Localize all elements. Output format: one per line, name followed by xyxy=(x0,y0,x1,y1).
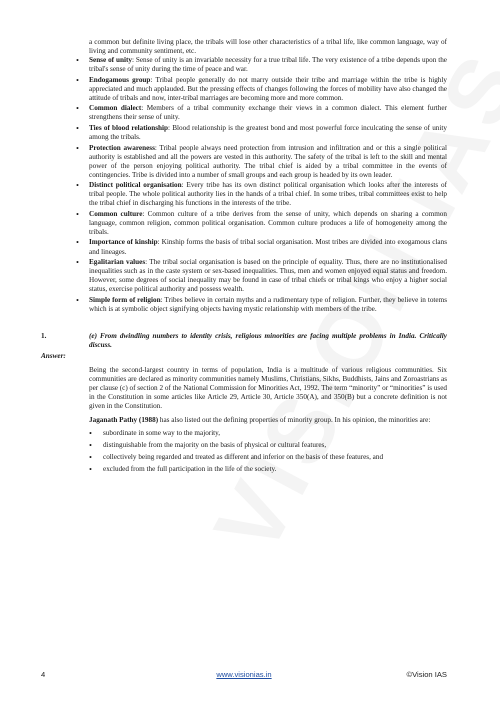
list-item xyxy=(89,76,447,103)
list-item xyxy=(89,258,447,294)
tribe-features-list xyxy=(0,56,500,314)
page-content xyxy=(0,38,500,477)
list-item xyxy=(89,296,447,314)
feature-text: : Blood relationship is the greatest bond and most powerful force inculcating the sense of unity among the tribals. xyxy=(89,123,447,141)
feature-text: : Tribal people generally do not marry outside their tribe and marriage within the tribe is highly appreciated and much applauded. But the pressing effects of changes following the forces of mobility have also changed the attitude of tribals and now, inter-tribal marriages are becoming more and more common. xyxy=(89,75,447,102)
intro-continuation: a common but definite living place, the tribals will lose other characteristics of a tribal life, like common language, way of living and community sentiment, etc. xyxy=(89,38,447,56)
page-number: 4 xyxy=(41,670,46,679)
list-item: • subordinate in some way to the majority, xyxy=(103,429,447,438)
feature-term: Sense of unity xyxy=(89,56,132,65)
feature-term: Protection awareness xyxy=(89,143,155,152)
list-item: • excluded from the full participation in the life of the society. xyxy=(103,465,447,474)
feature-term: Simple form of religion xyxy=(89,295,161,304)
feature-term: Egalitarian values xyxy=(89,258,146,267)
minority-properties-list xyxy=(0,429,500,474)
feature-text: : Kinship forms the basis of tribal social organisation. Most tribes are divided into exogamous clans and lineages. xyxy=(89,238,447,256)
author-reference: Jaganath Pathy (1988) xyxy=(89,416,159,425)
question-number: 1. xyxy=(41,331,47,340)
feature-term: Common culture xyxy=(89,209,143,218)
question-heading xyxy=(0,332,500,350)
feature-text: : Tribes believe in certain myths and a rudimentary type of religion. Further, they believe in totems which is at symbolic object signifying objects having mystic relationship with members of the tribe. xyxy=(89,295,447,313)
copyright-text: ©Vision IAS xyxy=(406,670,447,679)
website-link[interactable]: www.visionias.in xyxy=(216,670,272,679)
list-item xyxy=(89,144,447,180)
question-text: (e) From dwindling numbers to identity crisis, religious minorities are facing multiple problems in India. Critically discuss. xyxy=(89,331,447,349)
list-item xyxy=(89,124,447,142)
feature-term: Distinct political organisation xyxy=(89,181,182,190)
feature-term: Common dialect xyxy=(89,104,142,113)
list-item xyxy=(89,56,447,74)
feature-text: : Sense of unity is an invariable necessity for a true tribal life. The very existence of a tribe depends upon the tribal's sense of unity during the time of peace and war. xyxy=(89,56,447,74)
paragraph-text: has also listed out the defining properties of minority group. In his opinion, the minorities are: xyxy=(158,416,431,425)
answer-label: Answer: xyxy=(41,351,66,360)
feature-term: Importance of kinship xyxy=(89,238,158,247)
feature-term: Endogamous group xyxy=(89,75,151,84)
feature-term: Ties of blood relationship xyxy=(89,123,169,132)
list-item xyxy=(89,238,447,256)
list-item xyxy=(89,210,447,237)
feature-text: : Common culture of a tribe derives from the sense of unity, which depends on sharing a common language, common religion, common political organisation. Common culture produces a life of homogeneity among the tribals. xyxy=(89,209,447,236)
feature-text: : Every tribe has its own distinct political organisation which looks after the interests of tribal people. The whole political authority lies in the hands of a tribal chief. In some tribes, tribal committees exist to help the tribal chief in discharging his functions in the interests of the tribe. xyxy=(89,181,447,208)
answer-paragraph: Being the second-largest country in terms of population, India is a multitude of various religious communities. Six communities are declared as minority communities namely Muslims, Christians, Sikhs, Buddhists, Jains and Zoroastrians as per clause (c) of section 2 of the National Commission for Minorities Act, 1992. The term “minority” or “minorities” is used in the Constitution in some articles like Article 29, Article 30, Article 350(A), and 350(B) but a concrete definition is not given in the Constitution. xyxy=(89,366,447,411)
list-item xyxy=(89,181,447,208)
list-item: • distinguishable from the majority on the basis of physical or cultural features, xyxy=(103,441,447,450)
answer-label-text: Answer xyxy=(41,351,64,360)
feature-text: : Tribal people always need protection from intrusion and infiltration and or this a single political authority is established and all the powers are vested in this authority. The safety of the tribal is left to the skill and mental power of the person enjoying political authority. The tribal chief is aided by a tribal committee in the events of contingencies. Tribe is divided into a number of small groups and each group is headed by its own leader. xyxy=(89,143,447,179)
list-item xyxy=(89,104,447,122)
answer-paragraph-2 xyxy=(89,416,447,425)
feature-text: : The tribal social organisation is based on the principle of equality. Thus, there are no institutionalised inequalities such as in the caste system or sex-based inequalities. Thus, men and women enjoyed equal status and freedom. However, some degrees of social inequality may be found in case of tribal chiefs or tribal kings who enjoy a higher social status, exercise political authority and possess wealth. xyxy=(89,258,447,294)
feature-text: : Members of a tribal community exchange their views in a common dialect. This element further strengthens their sense of unity. xyxy=(89,104,447,122)
list-item: • collectively being regarded and treated as different and inferior on the basis of these features, and xyxy=(103,453,447,462)
